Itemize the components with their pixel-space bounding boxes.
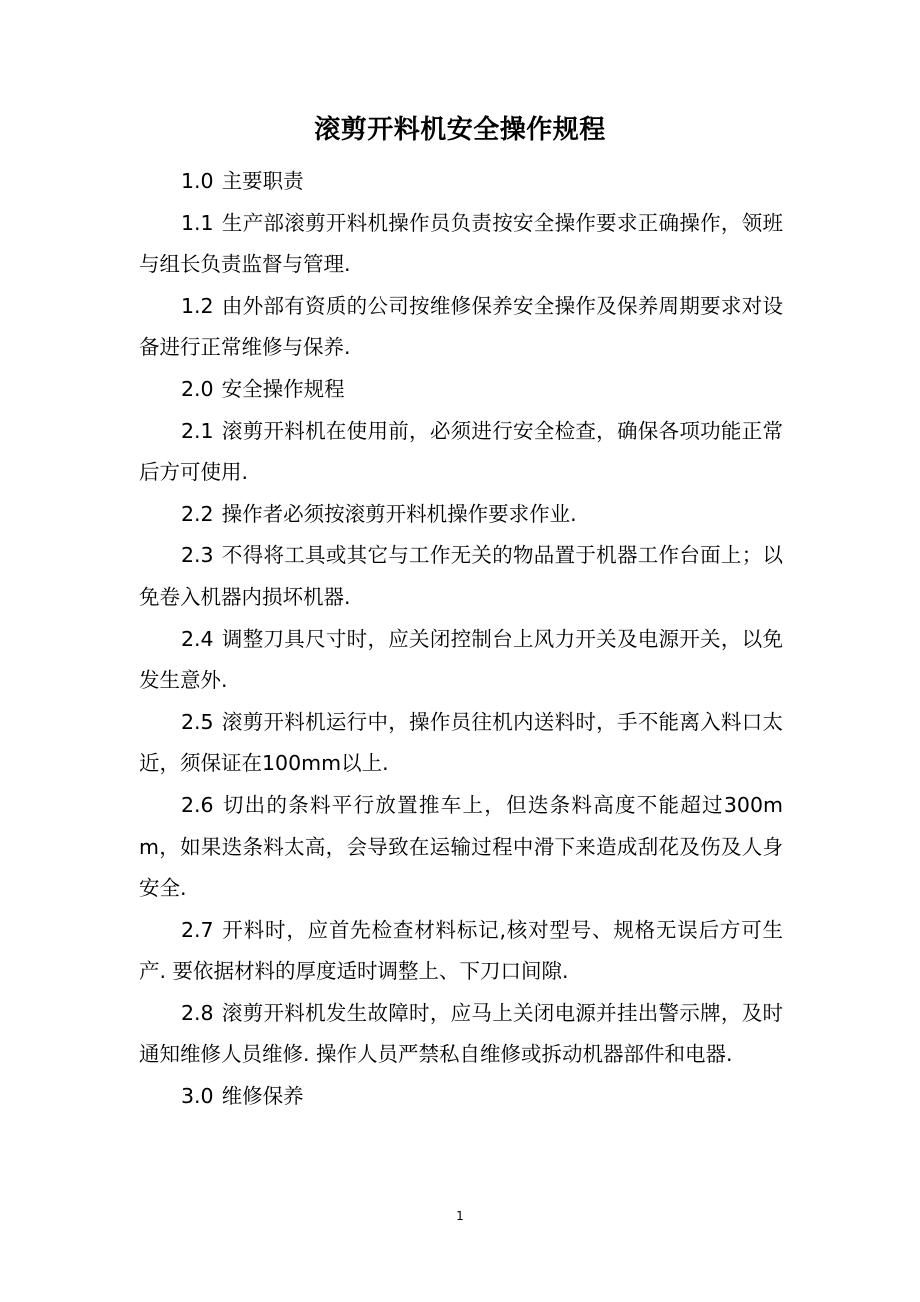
section-number: 2.2 bbox=[181, 501, 214, 526]
section-number: 2.4 bbox=[181, 626, 214, 651]
section-number: 2.0 bbox=[181, 376, 214, 401]
document-body bbox=[139, 161, 783, 1118]
paragraph-3-0 bbox=[139, 1076, 783, 1118]
paragraph-text: 操作者必须按滚剪开料机操作要求作业. bbox=[221, 501, 577, 526]
paragraph-text: 主要职责 bbox=[221, 169, 304, 193]
paragraph-1-2 bbox=[139, 286, 783, 369]
paragraph-text: 由外部有资质的公司按维修保养安全操作及保养周期要求对设备进行正常维修与保养. bbox=[139, 293, 783, 360]
section-number: 3.0 bbox=[181, 1084, 214, 1109]
section-number: 2.5 bbox=[181, 709, 214, 734]
paragraph-text: 开料时，应首先检查材料标记,核对型号、规格无误后方可生产. 要依据材料的厚度适时调整上、下刀口间隙. bbox=[139, 917, 783, 984]
paragraph-1-0 bbox=[139, 161, 783, 203]
paragraph-1-1 bbox=[139, 203, 783, 286]
paragraph-2-3 bbox=[139, 535, 783, 618]
paragraph-2-7 bbox=[139, 910, 783, 993]
section-number: 2.3 bbox=[181, 543, 214, 568]
paragraph-2-6 bbox=[139, 785, 783, 910]
page-number: 1 bbox=[456, 1209, 464, 1223]
paragraph-2-5 bbox=[139, 702, 783, 785]
document-title: 滚剪开料机安全操作规程 bbox=[314, 115, 606, 145]
paragraph-text: 滚剪开料机在使用前，必须进行安全检查，确保各项功能正常后方可使用. bbox=[139, 418, 783, 485]
paragraph-text: 调整刀具尺寸时，应关闭控制台上风力开关及电源开关，以免发生意外. bbox=[139, 626, 783, 693]
section-number: 2.8 bbox=[181, 1000, 214, 1025]
paragraph-text: 生产部滚剪开料机操作员负责按安全操作要求正确操作，领班与组长负责监督与管理. bbox=[139, 210, 783, 277]
paragraph-text: 安全操作规程 bbox=[221, 376, 345, 401]
section-number: 1.1 bbox=[181, 210, 214, 235]
section-number: 2.7 bbox=[181, 917, 214, 942]
paragraph-text: 切出的条料平行放置推车上，但迭条料高度不能超过300mm，如果迭条料太高，会导致在运输过程中滑下来造成刮花及伤及人身安全. bbox=[139, 792, 783, 901]
paragraph-text: 维修保养 bbox=[221, 1084, 304, 1109]
paragraph-text: 不得将工具或其它与工作无关的物品置于机器工作台面上；以免卷入机器内损坏机器. bbox=[139, 543, 783, 609]
paragraph-2-1 bbox=[139, 411, 783, 494]
paragraph-2-0 bbox=[139, 369, 783, 411]
section-number: 1.2 bbox=[181, 293, 214, 318]
section-number: 2.1 bbox=[181, 418, 214, 443]
paragraph-2-8 bbox=[139, 993, 783, 1076]
paragraph-2-2 bbox=[139, 494, 783, 536]
section-number: 1.0 bbox=[181, 169, 214, 193]
paragraph-2-4 bbox=[139, 619, 783, 702]
paragraph-text: 滚剪开料机运行中，操作员往机内送料时，手不能离入料口太近，须保证在100mm以上. bbox=[139, 709, 783, 776]
paragraph-text: 滚剪开料机发生故障时，应马上关闭电源并挂出警示牌，及时通知维修人员维修. 操作人员严禁私自维修或拆动机器部件和电器. bbox=[139, 1000, 783, 1067]
section-number: 2.6 bbox=[181, 792, 214, 817]
